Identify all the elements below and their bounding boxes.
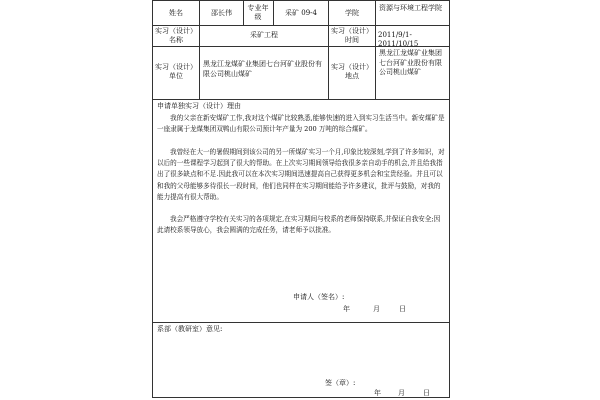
internship-unit-value: 黑龙江龙煤矿业集团七台河矿业股份有限公司桃山煤矿 [203,60,322,78]
college-value: 资源与环境工程学院 [379,4,442,12]
row-divider-3 [153,99,449,100]
department-seal-label: 签（章）: [325,379,356,387]
major-grade-label: 专业年级 [247,4,269,21]
applicant-date-year: 年 [343,305,350,313]
row-divider-1 [153,25,449,26]
applicant-date-month: 月 [373,305,380,313]
applicant-signature-label: 申请人（签名）: [293,293,345,301]
department-date-day: 日 [423,389,430,397]
internship-place-value: 黑龙江龙煤矿业集团七台河矿业股份有限公司桃山煤矿 [379,49,442,76]
row-divider-4 [153,322,449,323]
name-label: 姓名 [169,9,183,17]
internship-time-label: 实习（设计）时间 [331,27,373,44]
department-date-year: 年 [374,389,381,397]
internship-time-value: 2011/9/1-2011/10/15 [378,31,419,48]
name-value: 邵长伟 [211,9,232,17]
applicant-date-day: 日 [399,305,406,313]
col-divider-e [375,1,376,99]
department-opinion-heading: 系部（教研室）意见: [157,325,223,333]
internship-unit-label: 实习（设计）单位 [155,63,197,80]
reason-paragraph-3: 我会严格遵守学校有关实习的各项规定,在实习期间与校系的老师保持联系,并保证自我安全;因此请校系领导放心，我会圆满的完成任务，请老师予以批准。 [157,215,441,235]
reason-paragraph-2: 我曾经在大一的暑假期间到该公司的另一所煤矿实习一个月,印象比较深刻,学到了许多知识，对以后的一些课程学习起到了很大的帮助。在上次实习期间领导给我很多亲自动手的机会,并且给我指出了很多缺点和不足.因此我可以在本次实习期间迅速提高自己获得更多机会和宝贵经验。并且可以和我的父母能够多待很长一段时间，他们也同样在实习期间能给予许多建议，批评与鼓励，对我的能力提高有很大帮助。 [157,148,445,201]
internship-place-label: 实习（设计）地点 [331,63,373,80]
reason-paragraph-1: 我的父亲在新安煤矿工作,我对这个煤矿比较熟悉,能够快速的进入到实习生活当中。新安煤矿是一座隶属于龙煤集团双鸭山有限公司预计年产量为 200 万吨的综合煤矿。 [157,114,445,134]
internship-name-label: 实习（设计）名称 [155,27,197,44]
col-divider-b [243,1,244,25]
college-label: 学院 [345,9,359,17]
reason-heading: 申请单独实习（设计）理由 [157,102,241,110]
major-grade-value: 采矿 09-4 [285,9,317,17]
application-form [152,0,450,398]
department-date-month: 月 [398,389,405,397]
internship-name-value: 采矿工程 [250,31,278,39]
